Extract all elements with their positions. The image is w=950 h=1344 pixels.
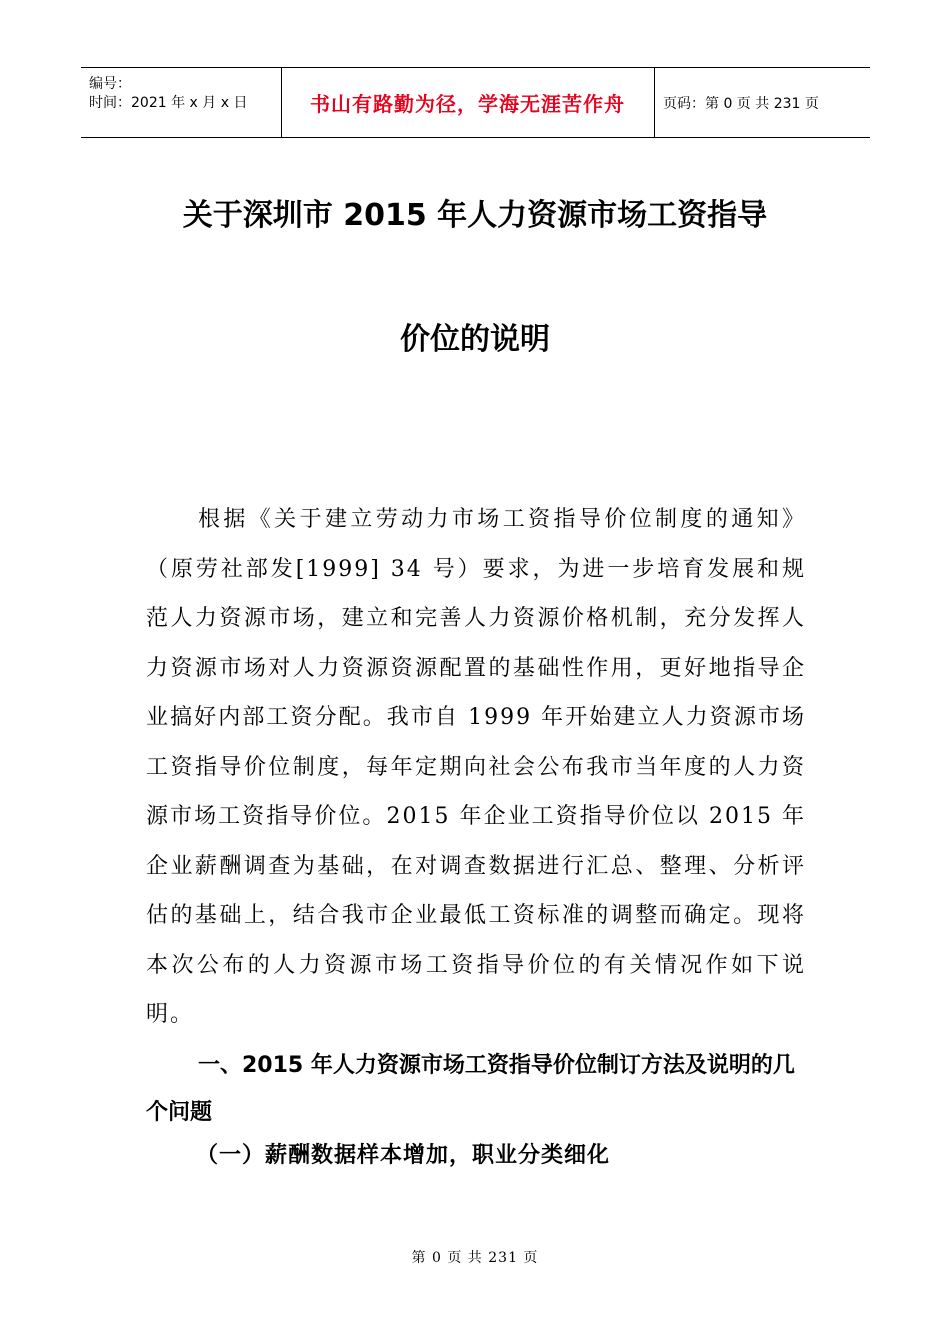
- document-title-line2: 价位的说明: [400, 322, 550, 357]
- page-footer: 第 0 页 共 231 页: [411, 1250, 539, 1266]
- header-meta-cell: [81, 68, 282, 137]
- document-title-line1: 关于深圳市 2015 年人力资源市场工资指导: [182, 198, 768, 233]
- body-paragraph: 根据《关于建立劳动力市场工资指导价位制度的通知》（原劳社部发[1999] 34 号）要求，为进一步培育发展和规范人力资源市场，建立和完善人力资源价格机制，充分发挥人力资源市场对人力资源资源配置的基础性作用，更好地指导企业搞好内部工资分配。我市自 1999 年开始建立人力资源市场工资指导价位制度，每年定期向社会公布我市当年度的人力资源市场工资指导价位。2015 年企业工资指导价位以 2015 年企业薪酬调查为基础，在对调查数据进行汇总、整理、分析评估的基础上，结合我市企业最低工资标准的调整而确定。现将本次公布的人力资源市场工资指导价位的有关情况作如下说明。: [146, 507, 806, 1027]
- header-motto: 书山有路勤为径，学海无涯苦作舟: [310, 92, 625, 116]
- header-motto-cell: [281, 68, 655, 137]
- subsection-heading: （一）薪酬数据样本增加，职业分类细化: [196, 1142, 611, 1168]
- document-date-label: 时间：2021 年 x 月 x 日: [89, 95, 248, 111]
- section-heading: 一、2015 年人力资源市场工资指导价位制订方法及说明的几个问题: [146, 1053, 795, 1125]
- document-number-label: 编号：: [89, 76, 131, 92]
- header-page-info: 页码：第 0 页 共 231 页: [663, 95, 819, 112]
- document-header: [81, 67, 870, 138]
